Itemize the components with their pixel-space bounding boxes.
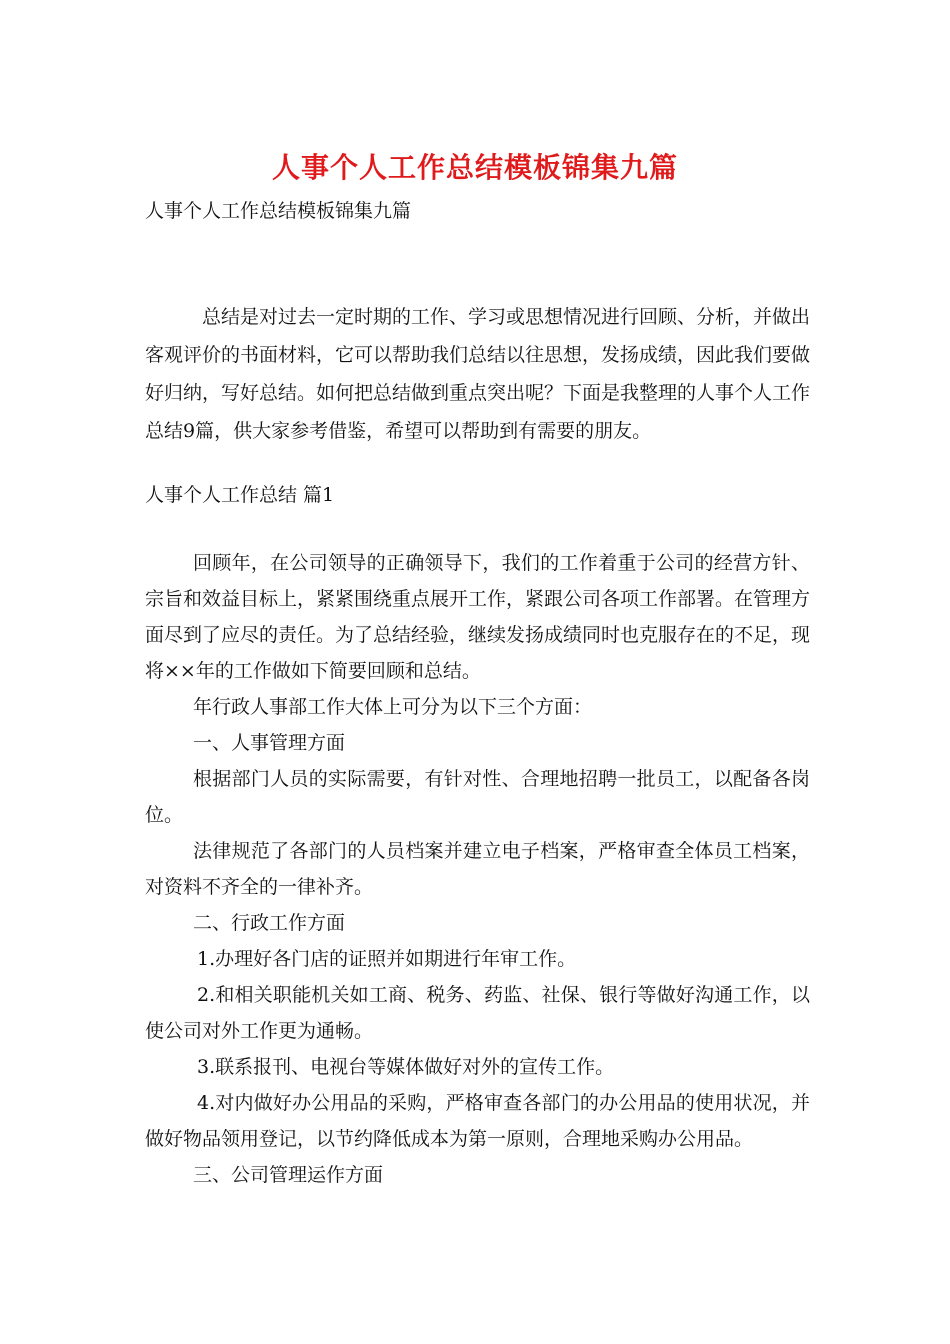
intro-paragraph: 总结是对过去一定时期的工作、学习或思想情况进行回顾、分析，并做出客观评价的书面材料，它可以帮助我们总结以往思想，发扬成绩，因此我们要做好归纳，写好总结。如何把总结做到重点突出呢？下面是我整理的人事个人工作总结9篇，供大家参考借鉴，希望可以帮助到有需要的朋友。 bbox=[145, 306, 811, 442]
heading-company-operations: 三、公司管理运作方面 bbox=[193, 1164, 384, 1186]
list-item-licenses: 1.办理好各门店的证照并如期进行年审工作。 bbox=[197, 948, 577, 970]
list-item-media: 3.联系报刊、电视台等媒体做好对外的宣传工作。 bbox=[197, 1056, 615, 1078]
list-item-communication: 2.和相关职能机关如工商、税务、药监、社保、银行等做好沟通工作，以使公司对外工作更为通畅。 bbox=[145, 984, 810, 1042]
paragraph-review: 回顾年，在公司领导的正确领导下，我们的工作着重于公司的经营方针、宗旨和效益目标上，紧紧围绕重点展开工作，紧跟公司各项工作部署。在管理方面尽到了应尽的责任。为了总结经验，继续发扬成绩同时也克服存在的不足，现将××年的工作做如下简要回顾和总结。 bbox=[145, 552, 811, 682]
section-heading: 人事个人工作总结 篇1 bbox=[145, 484, 335, 506]
paragraph-overview: 年行政人事部工作大体上可分为以下三个方面： bbox=[193, 696, 593, 718]
main-content bbox=[145, 545, 810, 1193]
document-subtitle: 人事个人工作总结模板锦集九篇 bbox=[145, 200, 412, 222]
document-title: 人事个人工作总结模板锦集九篇 bbox=[271, 151, 678, 184]
paragraph-recruitment: 根据部门人员的实际需要，有针对性、合理地招聘一批员工，以配备各岗位。 bbox=[145, 768, 810, 826]
list-item-office-supplies: 4.对内做好办公用品的采购，严格审查各部门的办公用品的使用状况，并做好物品领用登记，以节约降低成本为第一原则，合理地采购办公用品。 bbox=[145, 1092, 810, 1150]
paragraph-archives: 法律规范了各部门的人员档案并建立电子档案，严格审查全体员工档案，对资料不齐全的一律补齐。 bbox=[145, 840, 810, 898]
heading-hr-management: 一、人事管理方面 bbox=[193, 732, 346, 754]
heading-administration: 二、行政工作方面 bbox=[193, 912, 346, 934]
intro-section bbox=[145, 298, 810, 450]
